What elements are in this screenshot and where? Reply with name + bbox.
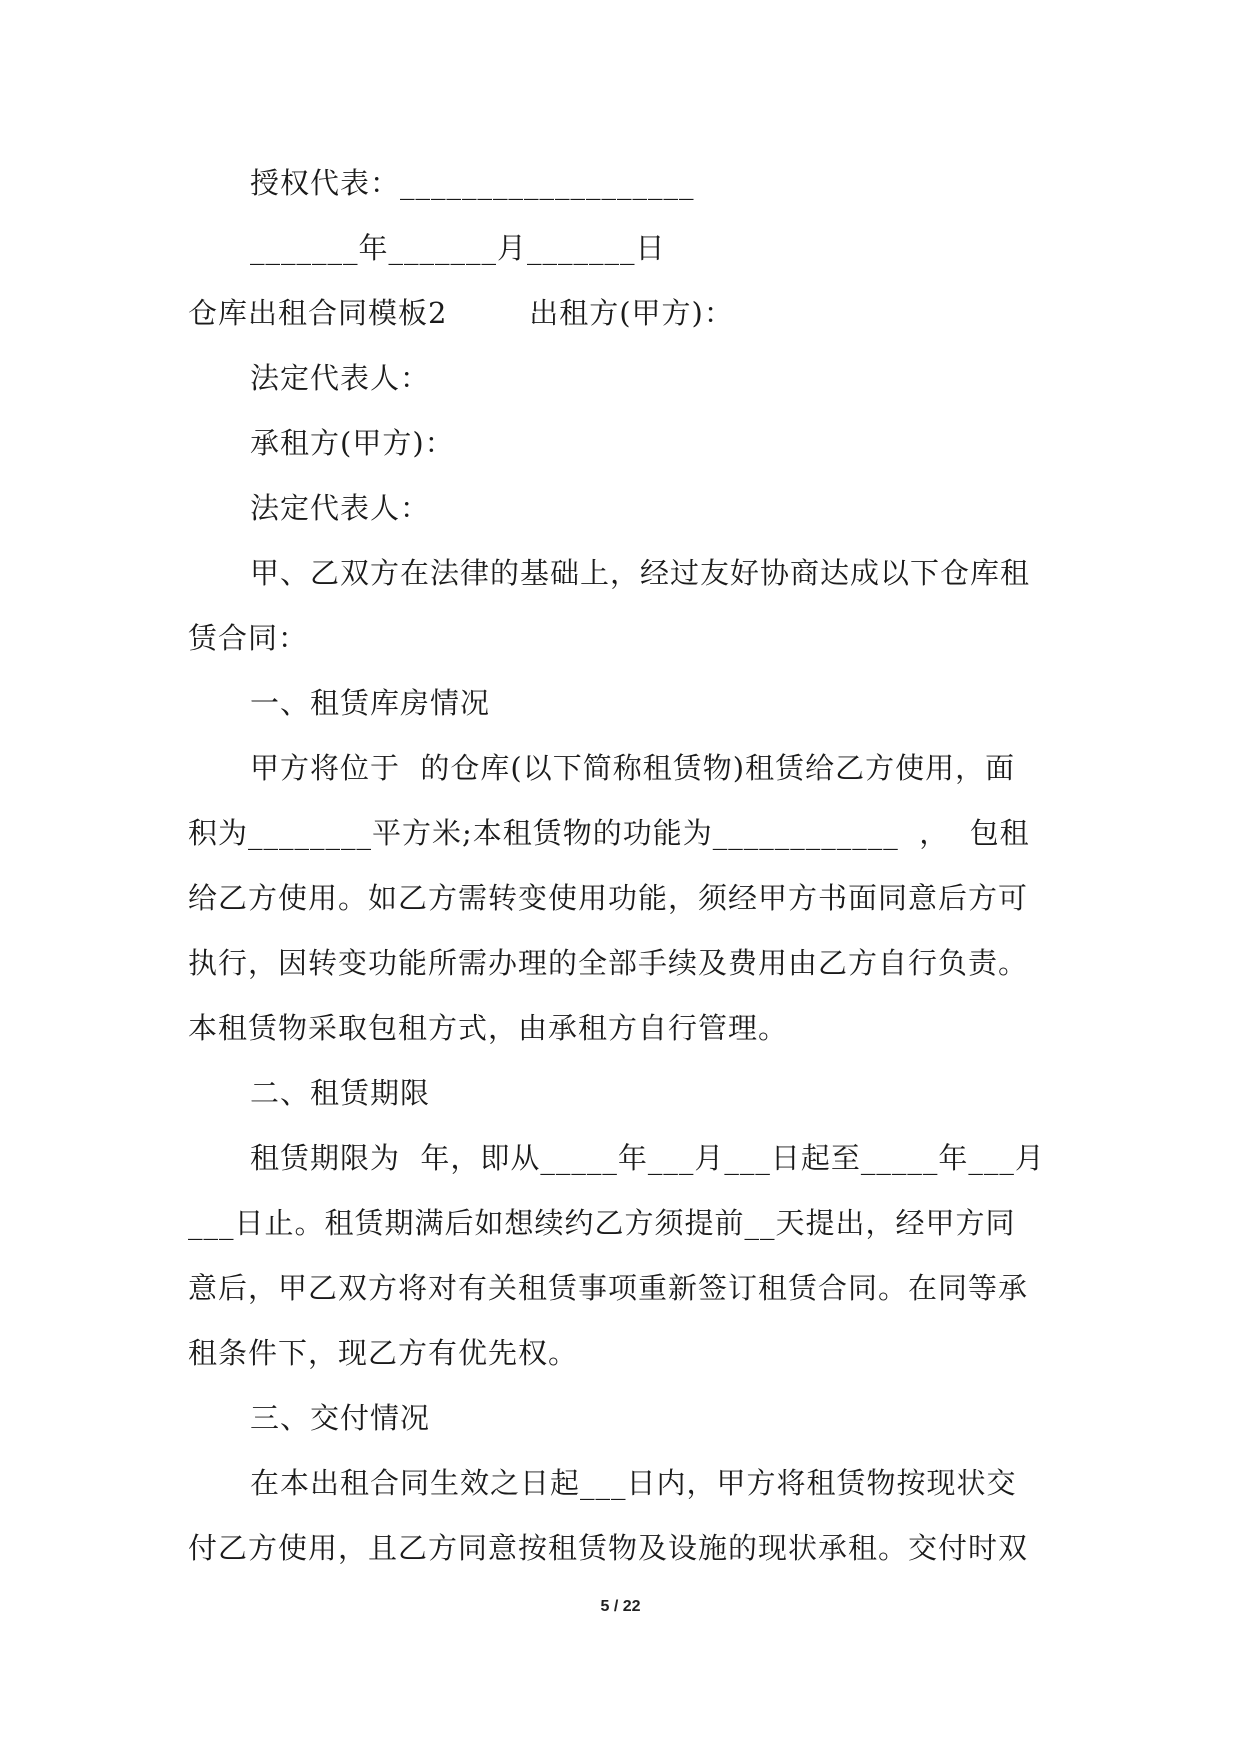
section-heading-3: 三、交付情况 xyxy=(250,1401,431,1435)
page-number: 5 / 22 xyxy=(600,1598,641,1615)
document-body xyxy=(188,151,1060,1581)
section-3-line-1: 在本出租合同生效之日起___日内，甲方将租赁物按现状交 xyxy=(250,1466,1017,1500)
section-1-line-1: 甲方将位于 的仓库(以下简称租赁物)租赁给乙方使用，面 xyxy=(250,751,1016,785)
section-heading-1: 一、租赁库房情况 xyxy=(250,686,491,720)
contract-template-title-line: 仓库出租合同模板2 出租方(甲方)： xyxy=(188,296,734,330)
preamble-line-1: 甲、乙双方在法律的基础上，经过友好协商达成以下仓库租 xyxy=(250,556,1031,590)
signature-date-line: _______年_______月_______日 xyxy=(250,231,666,265)
section-2-line-4: 租条件下，现乙方有优先权。 xyxy=(188,1336,579,1370)
authorized-representative-line: 授权代表：___________________ xyxy=(250,166,695,200)
section-1-line-4: 执行，因转变功能所需办理的全部手续及费用由乙方自行负责。 xyxy=(188,946,1029,980)
section-3-line-2: 付乙方使用，且乙方同意按租赁物及设施的现状承租。交付时双 xyxy=(188,1531,1029,1565)
section-1-line-3: 给乙方使用。如乙方需转变使用功能，须经甲方书面同意后方可 xyxy=(188,881,1029,915)
lessee-legal-representative-line: 法定代表人： xyxy=(250,491,431,525)
lessee-line: 承租方(甲方)： xyxy=(250,426,455,460)
section-2-line-3: 意后，甲乙双方将对有关租赁事项重新签订租赁合同。在同等承 xyxy=(188,1271,1029,1305)
lessor-legal-representative-line: 法定代表人： xyxy=(250,361,431,395)
section-2-line-1: 租赁期限为 年，即从_____年___月___日起至_____年___月 xyxy=(250,1141,1045,1175)
section-1-line-5: 本租赁物采取包租方式，由承租方自行管理。 xyxy=(188,1011,789,1045)
section-heading-2: 二、租赁期限 xyxy=(250,1076,431,1110)
section-1-line-2: 积为________平方米;本租赁物的功能为____________ ， 包租 xyxy=(188,816,1030,850)
section-2-line-2: ___日止。租赁期满后如想续约乙方须提前__天提出，经甲方同 xyxy=(188,1206,1016,1240)
preamble-line-2: 赁合同： xyxy=(188,621,309,655)
